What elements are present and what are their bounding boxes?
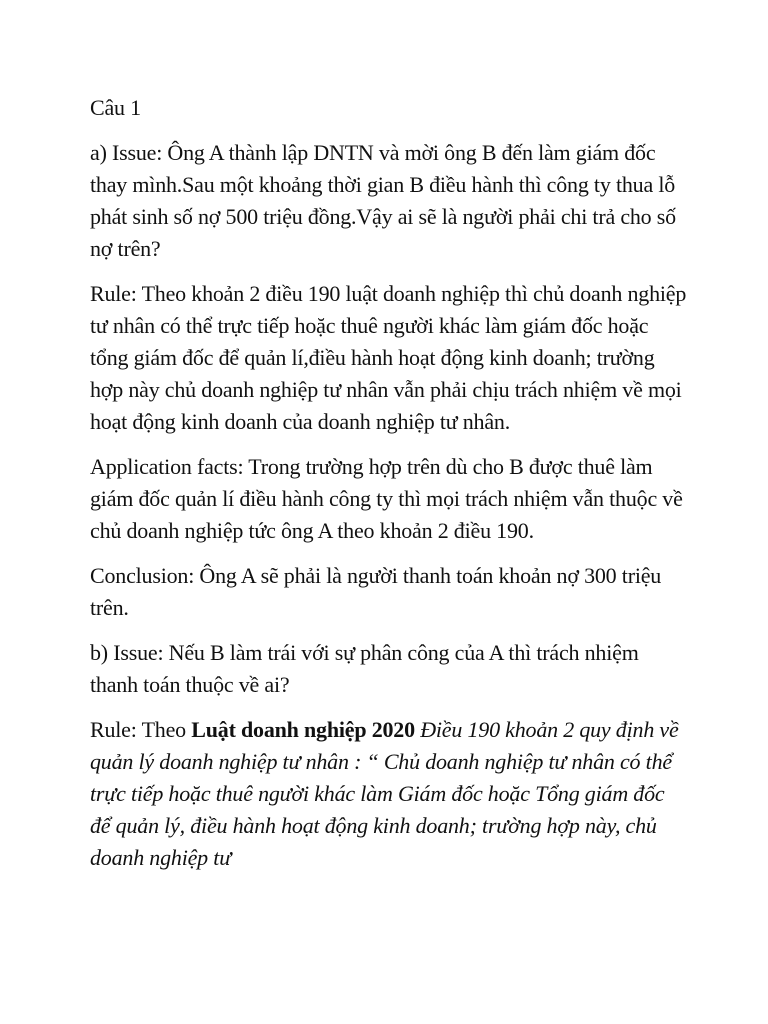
question-heading: Câu 1 [90,95,141,120]
law-quote: Điều 190 khoản 2 quy định về quản lý doanh nghiệp tư nhân : “ Chủ doanh nghiệp tư nhân có thể trực tiếp hoặc thuê người khác làm Giám đốc hoặc Tổng giám đốc để quản lý, điều hành hoạt động kinh doanh; trường hợp này, chủ doanh nghiệp tư [90,717,679,870]
paragraph-b-issue: b) Issue: Nếu B làm trái với sự phân công của A thì trách nhiệm thanh toán thuộc về ai? [90,640,639,697]
paragraph-rule-2 [90,714,690,874]
law-name: Luật doanh nghiệp 2020 [191,717,415,742]
document-body [90,92,690,887]
paragraph-rule-1: Rule: Theo khoản 2 điều 190 luật doanh nghiệp thì chủ doanh nghiệp tư nhân có thể trực tiếp hoặc thuê người khác làm giám đốc hoặc tổng giám đốc để quản lí,điều hành hoạt động kinh doanh; trường hợp này chủ doanh nghiệp tư nhân vẫn phải chịu trách nhiệm về mọi hoạt động kinh doanh của doanh nghiệp tư nhân. [90,281,687,434]
paragraph-a-issue: a) Issue: Ông A thành lập DNTN và mời ông B đến làm giám đốc thay mình.Sau một khoảng thời gian B điều hành thì công ty thua lỗ phát sinh số nợ 500 triệu đồng.Vậy ai sẽ là người phải chi trả cho số nợ trên? [90,140,676,261]
rule-2-prefix: Rule: Theo [90,717,192,742]
paragraph-application-facts: Application facts: Trong trường hợp trên dù cho B được thuê làm giám đốc quản lí điều hành công ty thì mọi trách nhiệm vẫn thuộc về chủ doanh nghiệp tức ông A theo khoản 2 điều 190. [90,454,683,543]
paragraph-conclusion: Conclusion: Ông A sẽ phải là người thanh toán khoản nợ 300 triệu trên. [90,563,662,620]
